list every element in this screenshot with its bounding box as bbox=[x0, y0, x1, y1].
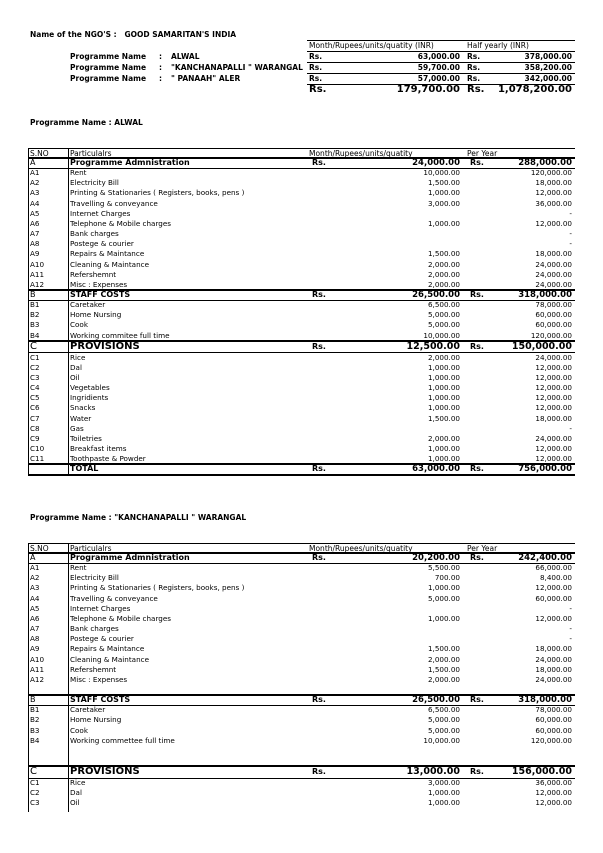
row-year: 150,000.00 bbox=[511, 340, 572, 352]
row-year: 156,000.00 bbox=[511, 766, 572, 778]
row-particular: Toothpaste & Powder bbox=[70, 454, 146, 464]
row-sno: A4 bbox=[30, 593, 40, 603]
row-year: 60,000.00 bbox=[535, 320, 572, 330]
row-particular: Cook bbox=[70, 725, 88, 735]
row-particular: Rice bbox=[70, 352, 86, 362]
row-year: - bbox=[569, 239, 572, 249]
row-sno: A10 bbox=[30, 654, 45, 664]
summary-row-rs2: Rs. bbox=[467, 63, 481, 72]
row-sno: C11 bbox=[30, 454, 45, 464]
row-particular: Ingridients bbox=[70, 393, 109, 403]
row-month: 1,000.00 bbox=[427, 403, 460, 413]
row-sno: B2 bbox=[30, 310, 40, 320]
summary-row-rs2: Rs. bbox=[467, 52, 481, 61]
row-particular: Travelling & conveyance bbox=[70, 198, 158, 208]
row-particular: Vegetables bbox=[70, 383, 110, 393]
row-rs1: Rs. bbox=[312, 464, 326, 474]
row-year: 24,000.00 bbox=[535, 259, 572, 269]
row-rs1: Rs. bbox=[312, 341, 326, 351]
row-particular: Working commettee full time bbox=[70, 735, 175, 745]
row-particular: Misc : Expenses bbox=[70, 279, 128, 289]
row-sno: C bbox=[30, 340, 37, 352]
row-sno: A1 bbox=[30, 563, 40, 573]
row-year: 12,000.00 bbox=[535, 454, 572, 464]
row-sno: A6 bbox=[30, 613, 40, 623]
row-month: 1,000.00 bbox=[427, 373, 460, 382]
row-year: 12,000.00 bbox=[535, 373, 572, 382]
row-particular: Printing & Stationaries ( Registers, books, pens ) bbox=[70, 583, 245, 593]
row-year: 12,000.00 bbox=[535, 218, 572, 228]
summary-row-rs1: Rs. bbox=[309, 74, 323, 83]
row-month: 1,000.00 bbox=[427, 798, 460, 808]
row-year: 24,000.00 bbox=[535, 352, 572, 362]
row-sno: C4 bbox=[30, 383, 40, 393]
row-month: 1,000.00 bbox=[427, 788, 460, 798]
row-particular: Breakfast items bbox=[70, 444, 127, 454]
summary-row-label: Programme Name bbox=[70, 74, 147, 83]
row-year: - bbox=[569, 208, 572, 218]
row-year: 24,000.00 bbox=[535, 279, 572, 289]
row-particular: Telephone & Mobile charges bbox=[70, 218, 172, 228]
summary-col-half: Half yearly (INR) bbox=[467, 41, 529, 50]
row-particular: Dal bbox=[70, 362, 82, 372]
row-particular: Rice bbox=[70, 778, 86, 788]
col-header-month: Month/Rupees/units/quatity bbox=[309, 544, 413, 553]
row-year: 318,000.00 bbox=[518, 289, 572, 300]
row-year: 120,000.00 bbox=[530, 330, 572, 340]
programme1-title: Programme Name : ALWAL bbox=[30, 118, 143, 127]
summary-row-label: Programme Name bbox=[70, 63, 147, 72]
row-year: 78,000.00 bbox=[535, 300, 572, 310]
row-rs2: Rs. bbox=[470, 767, 484, 777]
row-particular: Bank charges bbox=[70, 624, 119, 634]
row-month: 1,000.00 bbox=[427, 383, 460, 393]
row-sno: A8 bbox=[30, 634, 40, 644]
summary-total-half: 1,078,200.00 bbox=[497, 84, 572, 95]
row-particular: Postege & courier bbox=[70, 239, 134, 249]
row-particular: Bank charges bbox=[70, 229, 119, 239]
row-sno: A11 bbox=[30, 269, 45, 279]
row-sno: A7 bbox=[30, 624, 40, 634]
row-month: 700.00 bbox=[434, 573, 460, 583]
summary-total-month: 179,700.00 bbox=[396, 84, 460, 95]
row-year: 66,000.00 bbox=[535, 563, 572, 573]
row-month: 10,000.00 bbox=[423, 735, 460, 745]
row-year: 60,000.00 bbox=[535, 725, 572, 735]
row-month: 3,000.00 bbox=[427, 778, 460, 788]
row-particular: STAFF COSTS bbox=[70, 289, 131, 299]
row-year: 36,000.00 bbox=[535, 778, 572, 788]
summary-row-half: 358,200.00 bbox=[524, 63, 572, 72]
row-year: 12,000.00 bbox=[535, 393, 572, 403]
row-month: 1,000.00 bbox=[427, 218, 460, 228]
row-year: 120,000.00 bbox=[530, 168, 572, 178]
row-sno: A6 bbox=[30, 218, 40, 228]
row-month: 1,000.00 bbox=[427, 444, 460, 454]
row-sno: C6 bbox=[30, 403, 40, 413]
row-sno: C3 bbox=[30, 798, 40, 808]
row-particular: Internet Charges bbox=[70, 603, 131, 613]
row-sno: A2 bbox=[30, 178, 40, 188]
row-month: 63,000.00 bbox=[412, 464, 460, 475]
row-year: 12,000.00 bbox=[535, 403, 572, 413]
row-sno: A3 bbox=[30, 188, 40, 198]
row-month: 6,500.00 bbox=[427, 705, 460, 715]
row-rs1: Rs. bbox=[312, 158, 326, 167]
row-year: - bbox=[569, 603, 572, 613]
row-particular: Cook bbox=[70, 320, 88, 330]
row-year: 24,000.00 bbox=[535, 269, 572, 279]
row-month: 1,500.00 bbox=[427, 249, 460, 259]
summary-row-month: 57,000.00 bbox=[417, 74, 460, 83]
row-year: - bbox=[569, 229, 572, 239]
row-rs2: Rs. bbox=[470, 464, 484, 474]
row-year: 242,400.00 bbox=[518, 553, 572, 563]
col-header-month: Month/Rupees/units/quatity bbox=[309, 149, 413, 158]
row-year: 120,000.00 bbox=[530, 735, 572, 745]
row-rs2: Rs. bbox=[470, 289, 484, 299]
row-rs1: Rs. bbox=[312, 767, 326, 777]
row-particular: PROVISIONS bbox=[70, 340, 140, 352]
summary-total-rs1: Rs. bbox=[309, 84, 327, 95]
row-month: 10,000.00 bbox=[423, 168, 460, 178]
row-rs2: Rs. bbox=[470, 695, 484, 705]
row-particular: Electricity Bill bbox=[70, 573, 119, 583]
row-particular: PROVISIONS bbox=[70, 766, 140, 778]
row-year: 12,000.00 bbox=[535, 188, 572, 198]
row-year: 18,000.00 bbox=[535, 178, 572, 188]
row-sno: A7 bbox=[30, 229, 40, 239]
row-year: 60,000.00 bbox=[535, 593, 572, 603]
row-sno: A3 bbox=[30, 583, 40, 593]
summary-row-month: 63,000.00 bbox=[417, 52, 460, 61]
row-sno: A12 bbox=[30, 279, 45, 289]
row-particular: Programme Admnistration bbox=[70, 553, 190, 562]
row-sno: B3 bbox=[30, 725, 40, 735]
ngo-label bbox=[30, 30, 236, 39]
row-year: - bbox=[569, 423, 572, 433]
row-year: 12,000.00 bbox=[535, 613, 572, 623]
row-sno: A2 bbox=[30, 573, 40, 583]
row-sno: C2 bbox=[30, 788, 40, 798]
row-particular: STAFF COSTS bbox=[70, 695, 131, 705]
row-particular: Programme Admnistration bbox=[70, 158, 190, 167]
row-sno: C1 bbox=[30, 352, 40, 362]
row-particular: Toiletries bbox=[70, 433, 102, 443]
summary-row-sep: : bbox=[159, 63, 162, 72]
row-particular: TOTAL bbox=[70, 464, 99, 474]
row-month: 13,000.00 bbox=[406, 766, 460, 778]
row-month: 24,000.00 bbox=[412, 158, 460, 168]
summary-row-month: 59,700.00 bbox=[417, 63, 460, 72]
row-sno: A4 bbox=[30, 198, 40, 208]
row-sno: C3 bbox=[30, 373, 40, 382]
row-month: 26,500.00 bbox=[412, 695, 460, 706]
row-year: 24,000.00 bbox=[535, 654, 572, 664]
row-sno: A bbox=[30, 158, 36, 167]
row-year: 60,000.00 bbox=[535, 715, 572, 725]
row-particular: Travelling & conveyance bbox=[70, 593, 158, 603]
row-sno: B2 bbox=[30, 715, 40, 725]
row-sno: A bbox=[30, 553, 36, 562]
row-month: 2,000.00 bbox=[427, 674, 460, 684]
row-year: 36,000.00 bbox=[535, 198, 572, 208]
row-month: 2,000.00 bbox=[427, 433, 460, 443]
row-year: 12,000.00 bbox=[535, 362, 572, 372]
row-particular: Internet Charges bbox=[70, 208, 131, 218]
row-particular: Telephone & Mobile charges bbox=[70, 613, 172, 623]
programme2-title: Programme Name : "KANCHANAPALLI " WARANGAL bbox=[30, 513, 247, 522]
row-month: 1,000.00 bbox=[427, 583, 460, 593]
summary-row-sep: : bbox=[159, 52, 162, 61]
summary-row-rs2: Rs. bbox=[467, 74, 481, 83]
summary-row-name: "KANCHANAPALLI " WARANGAL bbox=[171, 63, 303, 72]
row-month: 26,500.00 bbox=[412, 289, 460, 300]
row-month: 1,500.00 bbox=[427, 413, 460, 423]
row-particular: Gas bbox=[70, 423, 84, 433]
row-month: 2,000.00 bbox=[427, 279, 460, 289]
row-particular: Working commitee full time bbox=[70, 330, 170, 340]
row-particular: Printing & Stationaries ( Registers, books, pens ) bbox=[70, 188, 245, 198]
row-particular: Repairs & Maintance bbox=[70, 249, 145, 259]
row-particular: Caretaker bbox=[70, 300, 106, 310]
row-month: 6,500.00 bbox=[427, 300, 460, 310]
row-sno: C2 bbox=[30, 362, 40, 372]
row-year: 12,000.00 bbox=[535, 798, 572, 808]
row-month: 1,000.00 bbox=[427, 454, 460, 464]
row-year: 12,000.00 bbox=[535, 444, 572, 454]
row-particular: Rent bbox=[70, 168, 87, 178]
row-rs1: Rs. bbox=[312, 289, 326, 299]
row-sno: B1 bbox=[30, 705, 40, 715]
row-particular: Home Nursing bbox=[70, 715, 122, 725]
row-month: 5,000.00 bbox=[427, 593, 460, 603]
row-month: 3,000.00 bbox=[427, 198, 460, 208]
row-particular: Refershemnt bbox=[70, 269, 117, 279]
row-sno: B4 bbox=[30, 735, 40, 745]
row-year: 24,000.00 bbox=[535, 433, 572, 443]
row-year: 8,400.00 bbox=[539, 573, 572, 583]
row-sno: A9 bbox=[30, 249, 40, 259]
row-sno: B3 bbox=[30, 320, 40, 330]
summary-col-month: Month/Rupees/units/quatity (INR) bbox=[309, 41, 434, 50]
row-sno: A8 bbox=[30, 239, 40, 249]
row-particular: Refershemnt bbox=[70, 664, 117, 674]
row-particular: Caretaker bbox=[70, 705, 106, 715]
summary-row-rs1: Rs. bbox=[309, 63, 323, 72]
row-month: 5,000.00 bbox=[427, 310, 460, 320]
row-particular: Electricity Bill bbox=[70, 178, 119, 188]
row-particular: Cleaning & Maintance bbox=[70, 259, 149, 269]
row-particular: Cleaning & Maintance bbox=[70, 654, 149, 664]
row-month: 5,000.00 bbox=[427, 725, 460, 735]
row-year: - bbox=[569, 634, 572, 644]
summary-row-rs1: Rs. bbox=[309, 52, 323, 61]
row-sno: A5 bbox=[30, 208, 40, 218]
row-month: 1,500.00 bbox=[427, 664, 460, 674]
col-header-year: Per Year bbox=[467, 544, 498, 553]
row-particular: Repairs & Maintance bbox=[70, 644, 145, 654]
row-particular: Snacks bbox=[70, 403, 96, 413]
row-month: 1,500.00 bbox=[427, 178, 460, 188]
row-particular: Oil bbox=[70, 798, 80, 808]
row-month: 1,000.00 bbox=[427, 613, 460, 623]
summary-row-half: 378,000.00 bbox=[524, 52, 572, 61]
row-month: 1,000.00 bbox=[427, 188, 460, 198]
row-month: 5,500.00 bbox=[427, 563, 460, 573]
summary-row-sep: : bbox=[159, 74, 162, 83]
row-month: 2,000.00 bbox=[427, 352, 460, 362]
row-rs1: Rs. bbox=[312, 695, 326, 705]
col-header-sno: S.NO bbox=[30, 544, 49, 553]
row-sno: A11 bbox=[30, 664, 45, 674]
row-sno: B bbox=[30, 289, 36, 299]
col-header-year: Per Year bbox=[467, 149, 498, 158]
row-month: 2,000.00 bbox=[427, 269, 460, 279]
row-sno: B bbox=[30, 695, 36, 705]
row-year: 756,000.00 bbox=[518, 464, 572, 475]
col-header-sno: S.NO bbox=[30, 149, 49, 158]
summary-row-name: " PANAAH" ALER bbox=[171, 74, 241, 83]
row-rs2: Rs. bbox=[470, 341, 484, 351]
summary-total-rs2: Rs. bbox=[467, 84, 485, 95]
ngo-label-text: Name of the NGO'S : bbox=[30, 30, 117, 39]
row-sno: C9 bbox=[30, 433, 40, 443]
row-particular: Home Nursing bbox=[70, 310, 122, 320]
row-year: 78,000.00 bbox=[535, 705, 572, 715]
row-particular: Rent bbox=[70, 563, 87, 573]
row-year: 12,000.00 bbox=[535, 788, 572, 798]
row-sno: C7 bbox=[30, 413, 40, 423]
row-sno: A5 bbox=[30, 603, 40, 613]
row-sno: C5 bbox=[30, 393, 40, 403]
ngo-name: GOOD SAMARITAN'S INDIA bbox=[124, 30, 237, 39]
row-sno: B1 bbox=[30, 300, 40, 310]
row-month: 5,000.00 bbox=[427, 320, 460, 330]
row-particular: Dal bbox=[70, 788, 82, 798]
row-year: 18,000.00 bbox=[535, 644, 572, 654]
row-sno: A9 bbox=[30, 644, 40, 654]
row-year: - bbox=[569, 624, 572, 634]
row-month: 2,000.00 bbox=[427, 259, 460, 269]
row-particular: Postege & courier bbox=[70, 634, 134, 644]
row-year: 12,000.00 bbox=[535, 583, 572, 593]
row-month: 5,000.00 bbox=[427, 715, 460, 725]
row-year: 288,000.00 bbox=[518, 158, 572, 168]
summary-row-half: 342,000.00 bbox=[524, 74, 572, 83]
row-sno: A1 bbox=[30, 168, 40, 178]
row-month: 20,200.00 bbox=[412, 553, 460, 563]
summary-row-name: ALWAL bbox=[171, 52, 200, 61]
row-sno: C8 bbox=[30, 423, 40, 433]
row-month: 2,000.00 bbox=[427, 654, 460, 664]
col-header-particulars: Particulalrs bbox=[70, 149, 112, 158]
row-year: 60,000.00 bbox=[535, 310, 572, 320]
row-month: 1,000.00 bbox=[427, 362, 460, 372]
summary-row-label: Programme Name bbox=[70, 52, 147, 61]
row-year: 24,000.00 bbox=[535, 674, 572, 684]
row-sno: C10 bbox=[30, 444, 45, 454]
row-year: 18,000.00 bbox=[535, 664, 572, 674]
row-month: 12,500.00 bbox=[406, 340, 460, 352]
row-rs2: Rs. bbox=[470, 553, 484, 562]
row-sno: A12 bbox=[30, 674, 45, 684]
row-sno: B4 bbox=[30, 330, 40, 340]
row-sno: C bbox=[30, 766, 37, 778]
row-rs2: Rs. bbox=[470, 158, 484, 167]
row-month: 10,000.00 bbox=[423, 330, 460, 340]
row-year: 18,000.00 bbox=[535, 249, 572, 259]
row-particular: Misc : Expenses bbox=[70, 674, 128, 684]
row-year: 18,000.00 bbox=[535, 413, 572, 423]
row-month: 1,500.00 bbox=[427, 644, 460, 654]
row-month: 1,000.00 bbox=[427, 393, 460, 403]
row-particular: Water bbox=[70, 413, 92, 423]
row-year: 318,000.00 bbox=[518, 695, 572, 706]
row-sno: C1 bbox=[30, 778, 40, 788]
row-sno: A10 bbox=[30, 259, 45, 269]
col-header-particulars: Particulalrs bbox=[70, 544, 112, 553]
row-rs1: Rs. bbox=[312, 553, 326, 562]
row-year: 12,000.00 bbox=[535, 383, 572, 393]
row-particular: Oil bbox=[70, 373, 80, 382]
